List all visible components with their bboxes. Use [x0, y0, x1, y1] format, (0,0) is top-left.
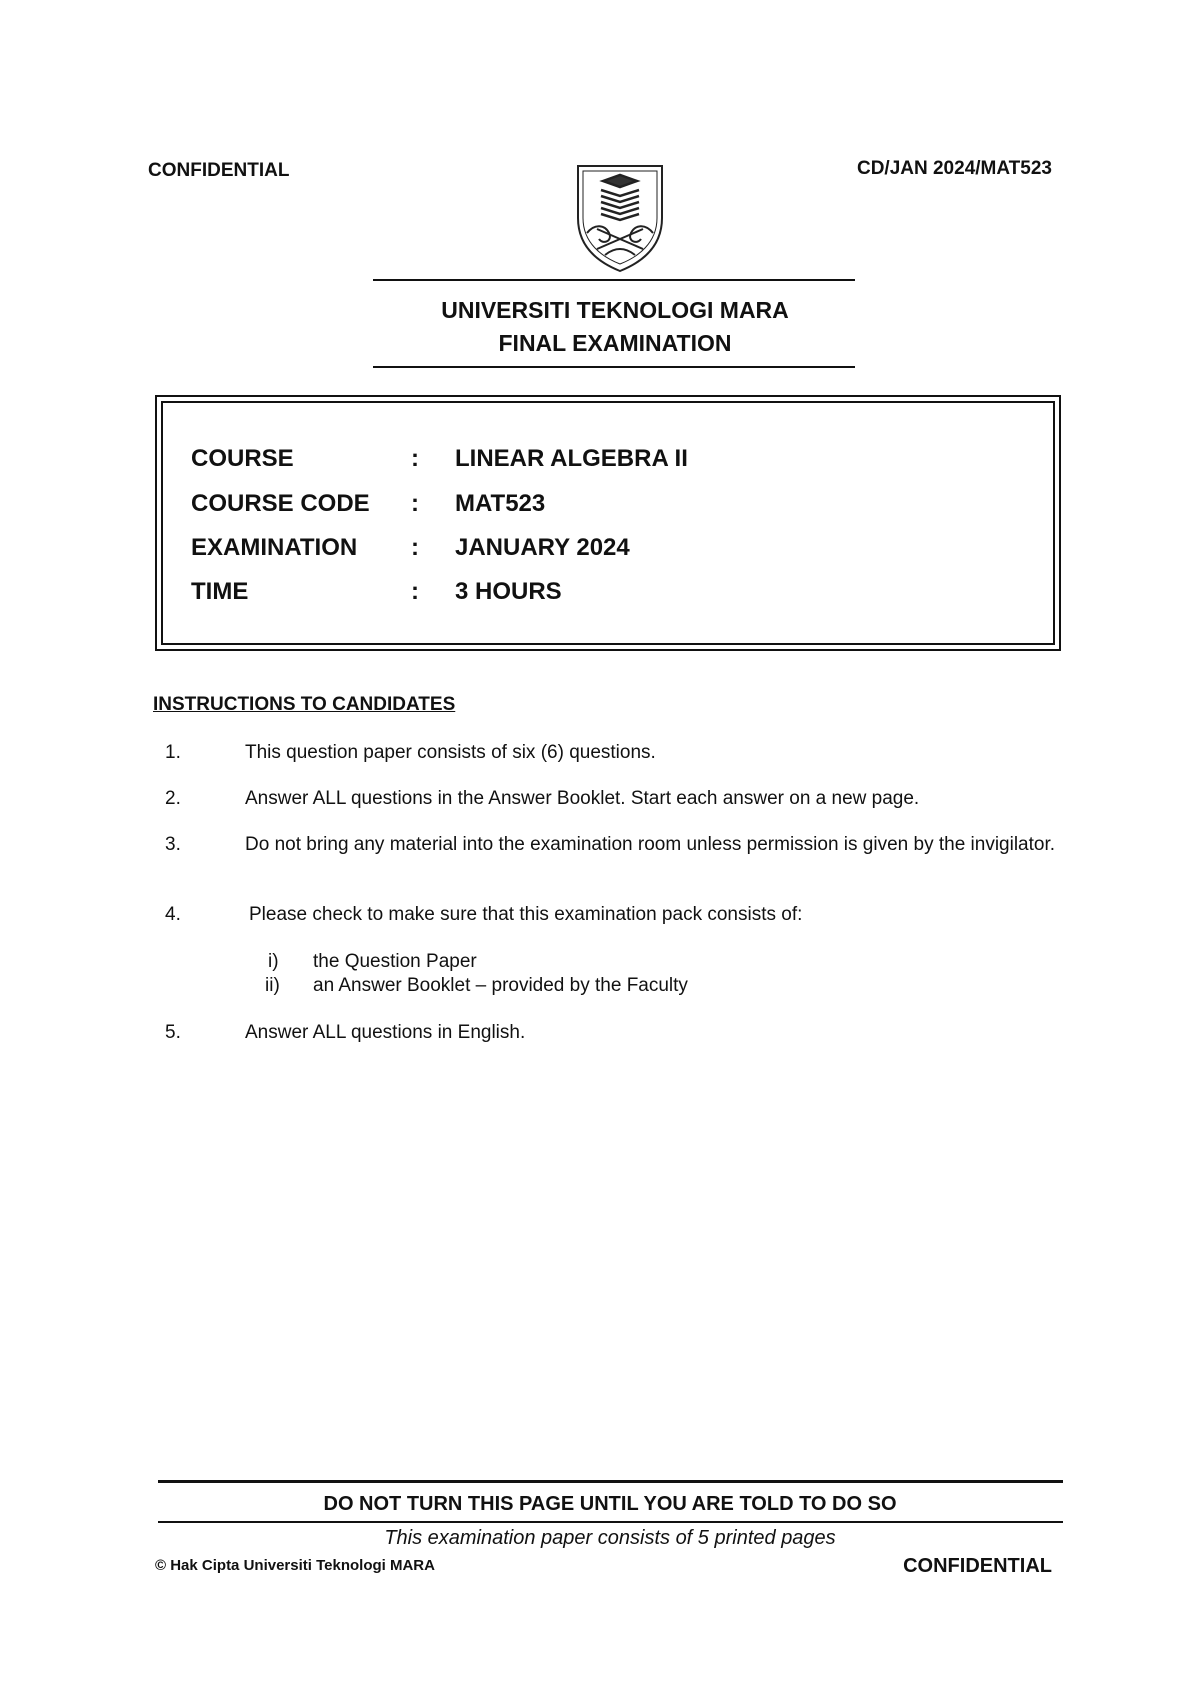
time-separator: :: [411, 578, 419, 605]
course-code-separator: :: [411, 490, 419, 517]
course-code-value: MAT523: [455, 490, 546, 517]
copyright-notice: © Hak Cipta Universiti Teknologi MARA: [155, 1557, 435, 1574]
instruction-number: 3.: [165, 834, 181, 855]
footer-bottom-rule: [158, 1521, 1063, 1523]
instruction-number: 1.: [165, 742, 181, 763]
course-label: COURSE: [191, 445, 294, 472]
footer-top-rule: [158, 1480, 1063, 1483]
course-details-box: [155, 395, 1061, 651]
subitem-number: i): [268, 951, 279, 972]
instruction-text: This question paper consists of six (6) questions.: [245, 742, 656, 763]
university-crest-logo: [575, 163, 665, 273]
do-not-turn-warning: DO NOT TURN THIS PAGE UNTIL YOU ARE TOLD TO DO SO: [323, 1493, 897, 1515]
instruction-text: Answer ALL questions in English.: [245, 1022, 526, 1043]
title-bottom-rule: [373, 366, 855, 368]
subitem-text: the Question Paper: [313, 951, 477, 972]
course-value: LINEAR ALGEBRA II: [455, 445, 688, 472]
instructions-heading: INSTRUCTIONS TO CANDIDATES: [153, 694, 456, 715]
instruction-text: Do not bring any material into the examination room unless permission is given by the invigilator.: [245, 834, 1056, 855]
time-label: TIME: [191, 578, 249, 605]
course-code-label: COURSE CODE: [191, 490, 370, 517]
instruction-number: 4.: [165, 904, 181, 925]
page-count-note: This examination paper consists of 5 printed pages: [384, 1527, 836, 1549]
instruction-text: Please check to make sure that this examination pack consists of:: [249, 904, 803, 925]
course-separator: :: [411, 445, 419, 472]
examination-value: JANUARY 2024: [455, 534, 630, 561]
footer-confidential-label: CONFIDENTIAL: [903, 1555, 1052, 1577]
exam-title: FINAL EXAMINATION: [498, 330, 732, 356]
examination-label: EXAMINATION: [191, 534, 358, 561]
header-document-code: CD/JAN 2024/MAT523: [856, 158, 1052, 179]
subitem-number: ii): [265, 975, 280, 996]
instruction-number: 2.: [165, 788, 181, 809]
instruction-number: 5.: [165, 1022, 181, 1043]
time-value: 3 HOURS: [455, 578, 562, 605]
header-confidential-label: CONFIDENTIAL: [148, 160, 290, 181]
subitem-text: an Answer Booklet – provided by the Faculty: [313, 975, 688, 996]
title-top-rule: [373, 279, 855, 281]
examination-separator: :: [411, 534, 419, 561]
instruction-text: Answer ALL questions in the Answer Booklet. Start each answer on a new page.: [245, 788, 920, 809]
university-name: UNIVERSITI TEKNOLOGI MARA: [441, 297, 789, 323]
